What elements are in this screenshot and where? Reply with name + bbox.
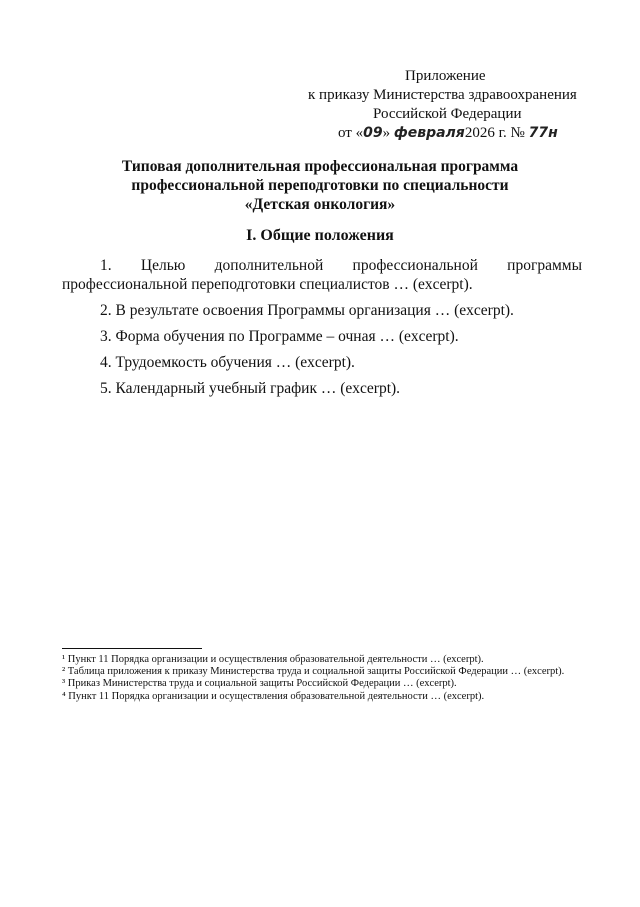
date-mid: »: [382, 125, 391, 141]
footnote-separator: [62, 648, 202, 649]
title-line-3: «Детская онкология»: [244, 196, 396, 213]
footnote-4: ⁴ Пункт 11 Порядка организации и осуществления образовательной деятельности … (excerpt).: [62, 690, 485, 702]
paragraph-5: 5. Календарный учебный график … (excerpt).: [100, 380, 401, 397]
document-title: [60, 157, 580, 214]
annex-order-ref: к приказу Министерства здравоохранения: [308, 87, 577, 103]
order-number-handwritten: 77н: [528, 125, 558, 141]
title-line-2: профессиональной переподготовки по специальности: [131, 177, 509, 194]
paragraph-3: 3. Форма обучения по Программе – очная … (excerpt).: [100, 328, 459, 345]
footnote-1: ¹ Пункт 11 Порядка организации и осуществления образовательной деятельности … (excerpt).: [62, 654, 484, 665]
paragraph-4: 4. Трудоемкость обучения … (excerpt).: [100, 354, 355, 371]
footnote-2: ² Таблица приложения к приказу Министерства труда и социальной защиты Российской Федерации … (excerpt).: [62, 666, 565, 678]
annex-country: Российской Федерации: [373, 106, 522, 122]
title-line-1: Типовая дополнительная профессиональная программа: [121, 158, 519, 175]
annex-date-line: [338, 125, 558, 142]
date-year: 2026 г. №: [464, 125, 525, 141]
date-month-handwritten: февраля: [393, 125, 465, 141]
document-body: [62, 256, 582, 405]
date-day-handwritten: 09: [363, 125, 383, 141]
section-heading: I. Общие положения: [246, 227, 394, 244]
paragraph-1: 1. Целью дополнительной профессиональной программы профессиональной переподготовки специалистов … (excerpt).: [62, 257, 582, 293]
annex-label: Приложение: [405, 68, 486, 84]
date-prefix: от «: [338, 125, 364, 141]
footnotes: [62, 654, 584, 703]
paragraph-2: 2. В результате освоения Программы организация … (excerpt).: [100, 302, 514, 319]
footnote-3: ³ Приказ Министерства труда и социальной защиты Российской Федерации … (excerpt).: [62, 678, 457, 690]
